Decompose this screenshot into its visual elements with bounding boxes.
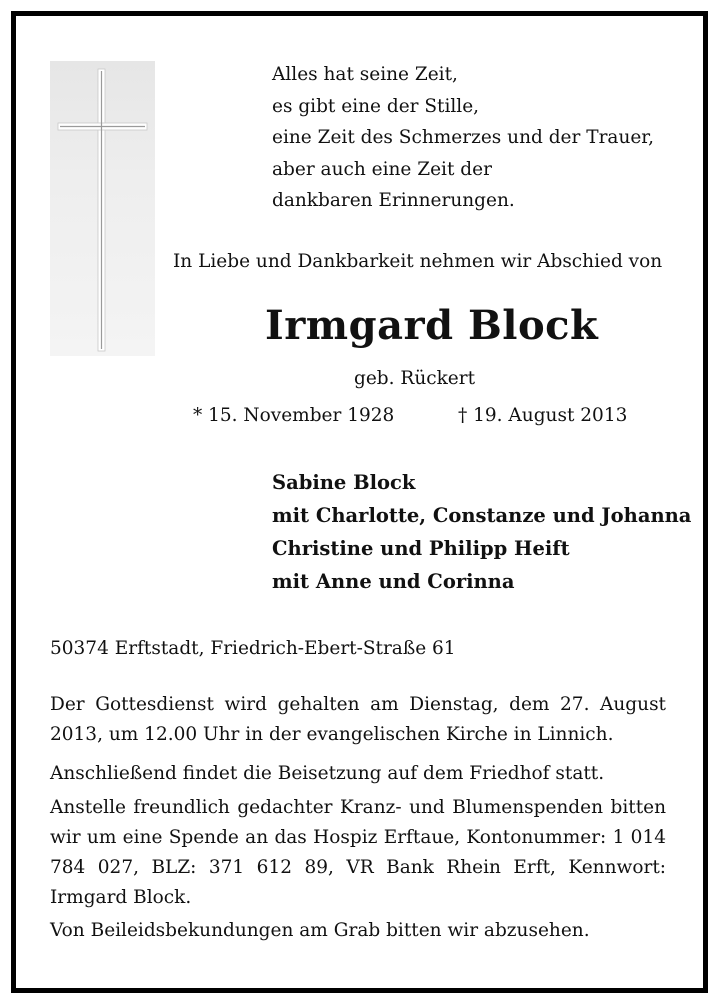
farewell-intro-text: In Liebe und Dankbarkeit nehmen wir Abschied von — [173, 251, 663, 272]
mourners-list — [272, 466, 691, 598]
birth-name: geb. Rückert — [354, 368, 476, 389]
mourner-line: Christine und Philipp Heift — [272, 537, 570, 560]
latin-cross-icon — [50, 61, 155, 356]
birth-date: * 15. November 1928 — [193, 405, 395, 426]
poem-line: Alles hat seine Zeit, — [272, 64, 458, 85]
burial-notice: Anschließend findet die Beisetzung auf dem Friedhof statt. — [50, 763, 605, 784]
service-notice: Der Gottesdienst wird gehalten am Dienstag, dem 27. August 2013, um 12.00 Uhr in der evangelischen Kirche in Linnich. — [50, 694, 666, 745]
deceased-name: Irmgard Block — [265, 302, 599, 349]
mourner-line: mit Charlotte, Constanze und Johanna — [272, 504, 692, 527]
condolence-notice: Von Beileidsbekundungen am Grab bitten wir abzusehen. — [50, 920, 590, 941]
death-date: † 19. August 2013 — [458, 405, 628, 426]
cross-panel — [50, 61, 155, 356]
poem-line: aber auch eine Zeit der — [272, 158, 492, 180]
mourner-line: Sabine Block — [272, 471, 416, 494]
family-address: 50374 Erftstadt, Friedrich-Ebert-Straße 61 — [50, 638, 456, 659]
donation-notice: Anstelle freundlich gedachter Kranz- und Blumenspenden bitten wir um eine Spende an das Hospiz Erftaue, Kontonummer: 1 014 784 027, BLZ: 371 612 89, VR Bank Rhein Erft, Kennwort: Irmgard Block. — [50, 797, 666, 908]
mourner-line: mit Anne und Corinna — [272, 570, 515, 593]
poem-line: dankbaren Erinnerungen. — [272, 190, 515, 211]
poem — [272, 59, 654, 217]
poem-line: es gibt eine der Stille, — [272, 95, 480, 117]
poem-line: eine Zeit des Schmerzes und der Trauer, — [272, 127, 654, 148]
